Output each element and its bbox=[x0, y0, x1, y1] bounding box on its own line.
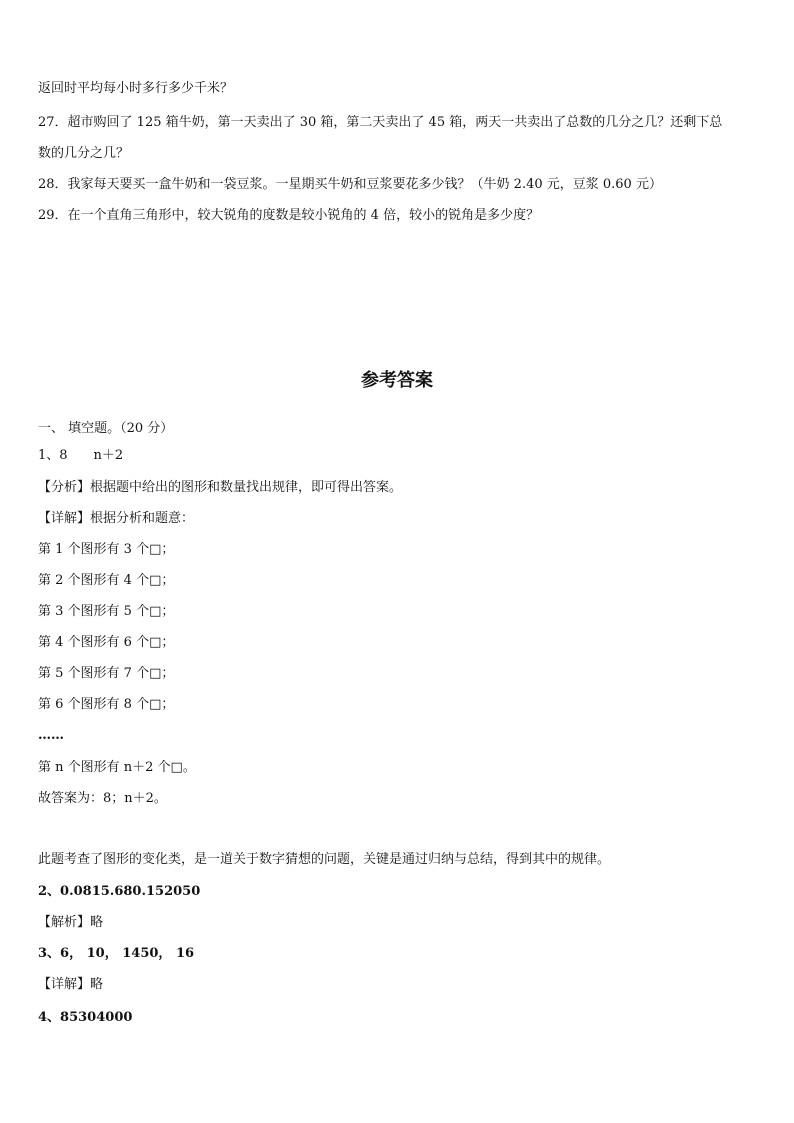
answer-1-comment: 此题考查了图形的变化类，是一道关于数字猜想的问题，关键是通过归纳与总结，得到其中的规律。 bbox=[38, 852, 611, 867]
answer-1-detail: 【详解】根据分析和题意： bbox=[38, 511, 195, 526]
question-28: 28．我家每天要买一盒牛奶和一袋豆浆。一星期买牛奶和豆浆要花多少钱？（牛奶 2.40 元，豆浆 0.60 元） bbox=[38, 177, 662, 192]
question-26-tail: 返回时平均每小时多行多少千米？ bbox=[38, 81, 234, 96]
answer-1-line-6: 第 6 个图形有 8 个□； bbox=[38, 697, 175, 712]
answer-1-expression: n＋2 bbox=[93, 448, 124, 463]
question-27-line1: 27．超市购回了 125 箱牛奶，第一天卖出了 30 箱，第二天卖出了 45 箱，两天一共卖出了总数的几分之几？还剩下总 bbox=[38, 115, 723, 130]
answer-4: 4、85304000 bbox=[38, 1010, 133, 1025]
answer-1-number: 1、8 bbox=[38, 448, 68, 463]
answer-1-line-2: 第 2 个图形有 4 个□； bbox=[38, 573, 175, 588]
answer-1-line-3: 第 3 个图形有 5 个□； bbox=[38, 604, 175, 619]
answer-1-analysis: 【分析】根据题中给出的图形和数量找出规律，即可得出答案。 bbox=[38, 480, 403, 495]
answer-1-conclusion: 故答案为：8；n＋2。 bbox=[38, 791, 167, 806]
answer-1-ellipsis: …… bbox=[38, 728, 64, 743]
answer-2: 2、0.0815.680.152050 bbox=[38, 884, 201, 899]
question-29: 29．在一个直角三角形中，较大锐角的度数是较小锐角的 4 倍，较小的锐角是多少度？ bbox=[38, 208, 540, 223]
question-27-line2: 数的几分之几？ bbox=[38, 146, 130, 161]
answer-1-line-5: 第 5 个图形有 7 个□； bbox=[38, 666, 175, 681]
answer-1-line-4: 第 4 个图形有 6 个□； bbox=[38, 635, 175, 650]
answers-title: 参考答案 bbox=[361, 370, 433, 391]
answer-1-general: 第 n 个图形有 n＋2 个□。 bbox=[38, 760, 196, 775]
answer-2-note: 【解析】略 bbox=[38, 915, 104, 930]
answer-1 bbox=[38, 447, 123, 465]
answer-1-line-1: 第 1 个图形有 3 个□； bbox=[38, 542, 175, 557]
answer-3: 3、6， 10， 1450， 16 bbox=[38, 946, 195, 961]
answer-3-note: 【详解】略 bbox=[38, 977, 104, 992]
section-heading: 一、 填空题。（20 分） bbox=[38, 421, 174, 436]
